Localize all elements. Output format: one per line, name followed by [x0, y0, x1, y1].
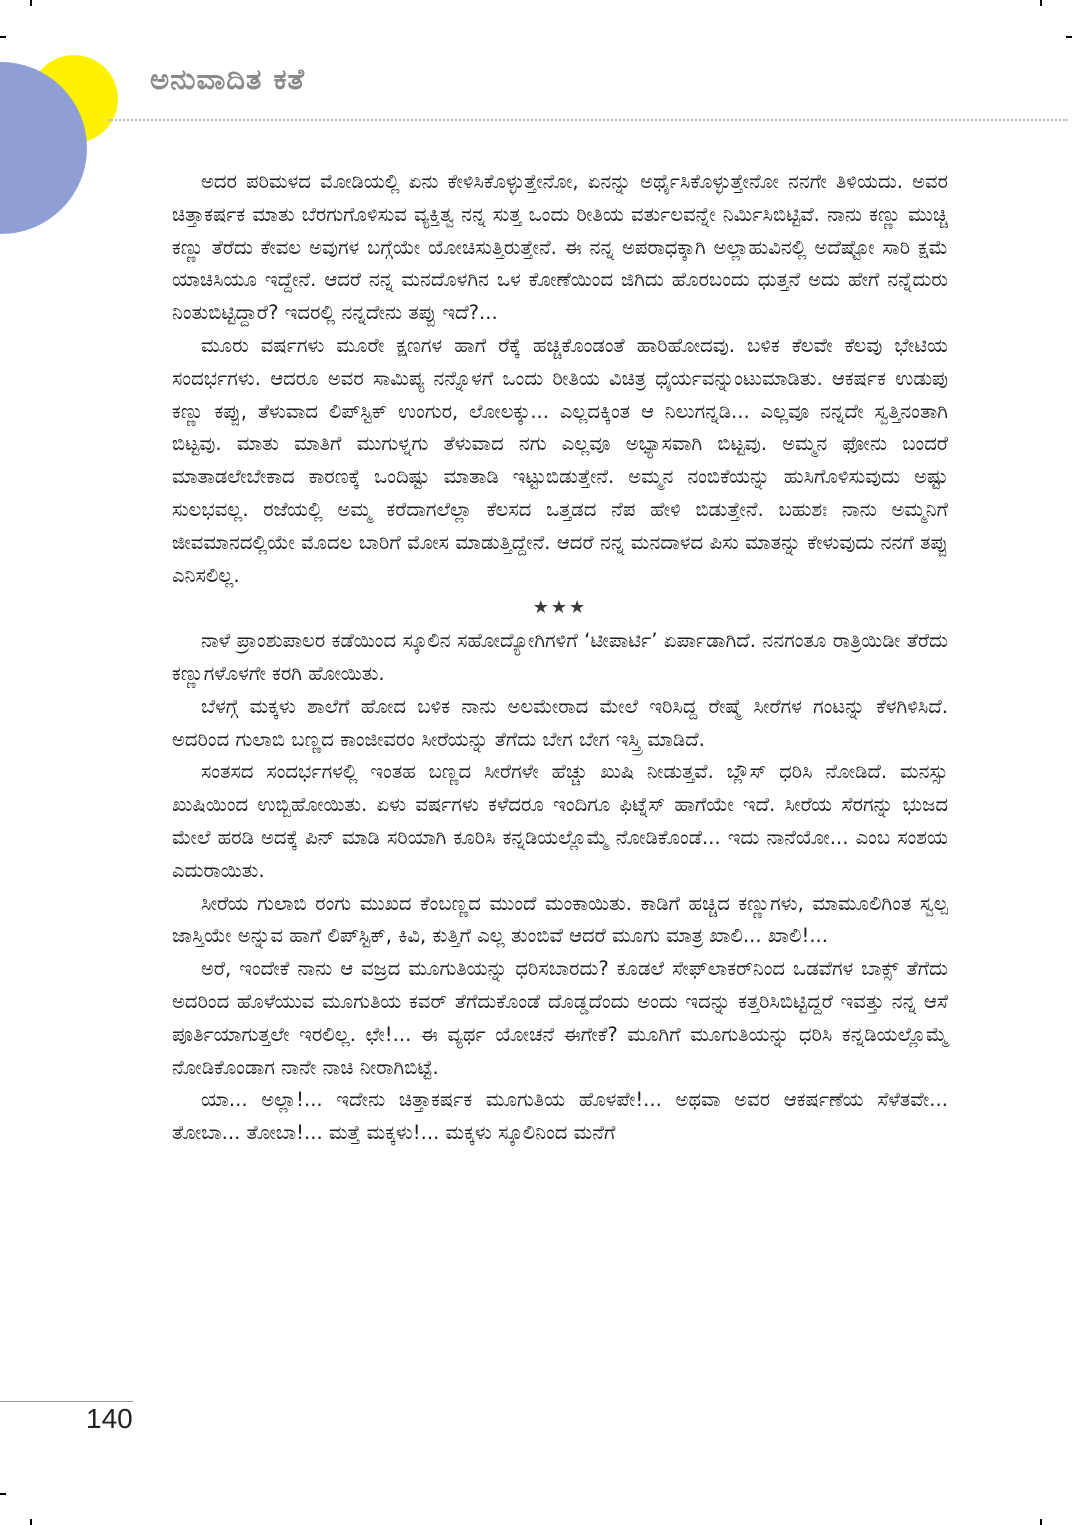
crop-mark-top-left: [0, 36, 6, 38]
paragraph: ನಾಳೆ ಪ್ರಾಂಶುಪಾಲರ ಕಡೆಯಿಂದ ಸ್ಕೂಲಿನ ಸಹೋದ್ಯೋಗಿಗಳಿಗೆ ‘ಟೀಪಾರ್ಟಿ’ ಏರ್ಪಾಡಾಗಿದೆ. ನನಗಂತೂ ರಾತ್ರಿಯಿಡೀ ತೆರೆದು ಕಣ್ಣುಗಳೊಳಗೇ ಕರಗಿ ಹೋಯಿತು.: [172, 629, 948, 685]
crop-mark-top-right-v: [1040, 0, 1042, 6]
paragraph: ಯಾ... ಅಲ್ಲಾ!... ಇದೇನು ಚಿತ್ತಾಕರ್ಷಕ ಮೂಗುತಿಯ ಹೊಳಪೇ!... ಅಥವಾ ಅವರ ಆಕರ್ಷಣೆಯ ಸೆಳೆತವೇ... ತೋಬಾ... ತೋಬಾ!... ಮತ್ತೆ ಮಕ್ಕಳು!... ಮಕ್ಕಳು ಸ್ಕೂಲಿನಿಂದ ಮನೆಗೆ: [172, 1088, 948, 1145]
paragraph: ಬೆಳಗ್ಗೆ ಮಕ್ಕಳು ಶಾಲೆಗೆ ಹೋದ ಬಳಿಕ ನಾನು ಅಲಮೇರಾದ ಮೇಲೆ ಇರಿಸಿದ್ದ ರೇಷ್ಮೆ ಸೀರೆಗಳ ಗಂಟನ್ನು ಕೆಳಗಿಳಿಸಿದೆ. ಅದರಿಂದ ಗುಲಾಬಿ ಬಣ್ಣದ ಕಾಂಜೀವರಂ ಸೀರೆಯನ್ನು ತೆಗೆದು ಬೇಗ ಬೇಗ ಇಸ್ತ್ರಿ ಮಾಡಿದೆ.: [172, 694, 948, 751]
paragraph: ಅರೆ, ಇಂದೇಕೆ ನಾನು ಆ ವಜ್ರದ ಮೂಗುತಿಯನ್ನು ಧರಿಸಬಾರದು? ಕೂಡಲೆ ಸೇಫ್‌ಲಾಕರ್‌ನಿಂದ ಒಡವೆಗಳ ಬಾಕ್ಸ್ ತೆಗೆದು ಅದರಿಂದ ಹೊಳೆಯುವ ಮೂಗುತಿಯ ಕವರ್ ತೆಗೆದುಕೊಂಡೆ ದೊಡ್ಡದೆಂದು ಅಂದು ಇದನ್ನು ಕತ್ತರಿಸಿಬಿಟ್ಟಿದ್ದರೆ ಇವತ್ತು ನನ್ನ ಆಸೆ ಪೂರ್ತಿಯಾಗುತ್ತಲೇ ಇರಲಿಲ್ಲ. ಛೇ!... ಈ ವ್ಯರ್ಥ ಯೋಚನೆ ಈಗೇಕೆ? ಮೂಗಿಗೆ ಮೂಗುತಿಯನ್ನು ಧರಿಸಿ ಕನ್ನಡಿಯಲ್ಲೊಮ್ಮೆ ನೋಡಿಕೊಂಡಾಗ ನಾನೇ ನಾಚಿ ನೀರಾಗಿಬಿಟ್ಟೆ.: [172, 957, 948, 1079]
paragraph: ಮೂರು ವರ್ಷಗಳು ಮೂರೇ ಕ್ಷಣಗಳ ಹಾಗೆ ರೆಕ್ಕೆ ಹಚ್ಚಿಕೊಂಡಂತೆ ಹಾರಿಹೋದವು. ಬಳಿಕ ಕೆಲವೇ ಕೆಲವು ಭೇಟಿಯ ಸಂದರ್ಭಗಳು. ಆದರೂ ಅವರ ಸಾಮಿಪ್ಯ ನನ್ನೊಳಗೆ ಒಂದು ರೀತಿಯ ವಿಚಿತ್ರ ಧೈರ್ಯವನ್ನುಂಟುಮಾಡಿತು. ಆಕರ್ಷಕ ಉಡುಪು ಕಣ್ಣು ಕಪ್ಪು, ತೆಳುವಾದ ಲಿಪ್‌ಸ್ಟಿಕ್ ಉಂಗುರ, ಲೋಲಕ್ಕು... ಎಲ್ಲದಕ್ಕಿಂತ ಆ ನಿಲುಗನ್ನಡಿ... ಎಲ್ಲವೂ ನನ್ನದೇ ಸ್ವತ್ತಿನಂತಾಗಿ ಬಿಟ್ಟವು. ಮಾತು ಮಾತಿಗೆ ಮುಗುಳ್ನಗು ತೆಳುವಾದ ನಗು ಎಲ್ಲವೂ ಅಭ್ಯಾಸವಾಗಿ ಬಿಟ್ಟವು. ಅಮ್ಮನ ಫೋನು ಬಂದರೆ ಮಾತಾಡಲೇಬೇಕಾದ ಕಾರಣಕ್ಕೆ ಒಂದಿಷ್ಟು ಮಾತಾಡಿ ಇಟ್ಟುಬಿಡುತ್ತೇನೆ. ಅಮ್ಮನ ನಂಬಿಕೆಯನ್ನು ಹುಸಿಗೊಳಿಸುವುದು ಅಷ್ಟು ಸುಲಭವಲ್ಲ. ರಜೆಯಲ್ಲಿ ಅಮ್ಮ ಕರೆದಾಗಲೆಲ್ಲಾ ಕೆಲಸದ ಒತ್ತಡದ ನೆಪ ಹೇಳಿ ಬಿಡುತ್ತೇನೆ. ಬಹುಶಃ ನಾನು ಅಮ್ಮನಿಗೆ ಜೀವಮಾನದಲ್ಲಿಯೇ ಮೊದಲ ಬಾರಿಗೆ ಮೋಸ ಮಾಡುತ್ತಿದ್ದೇನೆ. ಆದರೆ ನನ್ನ ಮನದಾಳದ ಪಿಸು ಮಾತನ್ನು ಕೇಳುವುದು ನನಗೆ ತಪ್ಪು ಎನಿಸಲಿಲ್ಲ.: [172, 333, 948, 587]
section-break: ★★★: [532, 597, 588, 619]
paragraph: ಸೀರೆಯ ಗುಲಾಬಿ ರಂಗು ಮುಖದ ಕೆಂಬಣ್ಣದ ಮುಂದೆ ಮಂಕಾಯಿತು. ಕಾಡಿಗೆ ಹಚ್ಚಿದ ಕಣ್ಣುಗಳು, ಮಾಮೂಲಿಗಿಂತ ಸ್ವಲ್ಪ ಜಾಸ್ತಿಯೇ ಅನ್ನುವ ಹಾಗೆ ಲಿಪ್‌ಸ್ಟಿಕ್, ಕಿವಿ, ಕುತ್ತಿಗೆ ಎಲ್ಲ ತುಂಬಿವೆ ಆದರೆ ಮೂಗು ಮಾತ್ರ ಖಾಲಿ... ಖಾಲಿ!...: [172, 891, 948, 948]
paragraph: ಅದರ ಪರಿಮಳದ ಮೋಡಿಯಲ್ಲಿ ಏನು ಕೇಳಿಸಿಕೊಳ್ಳುತ್ತೇನೋ, ಏನನ್ನು ಅರ್ಥೈಸಿಕೊಳ್ಳುತ್ತೇನೋ ನನಗೇ ತಿಳಿಯದು. ಅವರ ಚಿತ್ತಾಕರ್ಷಕ ಮಾತು ಬೆರಗುಗೊಳಿಸುವ ವ್ಯಕ್ತಿತ್ವ ನನ್ನ ಸುತ್ತ ಒಂದು ರೀತಿಯ ವರ್ತುಲವನ್ನೇ ನಿರ್ಮಿಸಿಬಿಟ್ಟಿವೆ. ನಾನು ಕಣ್ಣು ಮುಚ್ಚಿ ಕಣ್ಣು ತೆರೆದು ಕೇವಲ ಅವುಗಳ ಬಗ್ಗೆಯೇ ಯೋಚಿಸುತ್ತಿರುತ್ತೇನೆ. ಈ ನನ್ನ ಅಪರಾಧಕ್ಕಾಗಿ ಅಲ್ಲಾಹುವಿನಲ್ಲಿ ಅದೆಷ್ಟೋ ಸಾರಿ ಕ್ಷಮೆ ಯಾಚಿಸಿಯೂ ಇದ್ದೇನೆ. ಆದರೆ ನನ್ನ ಮನದೊಳಗಿನ ಒಳ ಕೋಣೆಯಿಂದ ಜಿಗಿದು ಹೊರಬಂದು ಧುತ್ತನೆ ಅದು ಹೇಗೆ ನನ್ನೆದುರು ನಿಂತುಬಿಟ್ಟಿದ್ದಾರೆ? ಇದರಲ್ಲಿ ನನ್ನದೇನು ತಪ್ಪು ಇದೆ?...: [172, 170, 948, 325]
crop-mark-top-right: [1066, 36, 1072, 38]
story-body: [172, 166, 948, 1150]
page-number: 140: [86, 1403, 133, 1434]
crop-mark-top-left-v: [30, 0, 32, 6]
section-title: ಅನುವಾದಿತ ಕತೆ: [150, 62, 306, 96]
footer-rule: [0, 1401, 133, 1402]
paragraph: ಸಂತಸದ ಸಂದರ್ಭಗಳಲ್ಲಿ ಇಂತಹ ಬಣ್ಣದ ಸೀರೆಗಳೇ ಹೆಚ್ಚು ಖುಷಿ ನೀಡುತ್ತವೆ. ಬ್ಲೌಸ್ ಧರಿಸಿ ನೋಡಿದೆ. ಮನಸ್ಸು ಖುಷಿಯಿಂದ ಉಬ್ಬಿಹೋಯಿತು. ಏಳು ವರ್ಷಗಳು ಕಳೆದರೂ ಇಂದಿಗೂ ಫಿಟ್ನೆಸ್ ಹಾಗೆಯೇ ಇದೆ. ಸೀರೆಯ ಸೆರಗನ್ನು ಭುಜದ ಮೇಲೆ ಹರಡಿ ಅದಕ್ಕೆ ಪಿನ್ ಮಾಡಿ ಸರಿಯಾಗಿ ಕೂರಿಸಿ ಕನ್ನಡಿಯಲ್ಲೊಮ್ಮೆ ನೋಡಿಕೊಂಡೆ... ಇದು ನಾನೆಯೋ... ಎಂಬ ಸಂಶಯ ಎದುರಾಯಿತು.: [172, 760, 948, 882]
header-dotted-rule: [108, 119, 1068, 121]
crop-mark-bottom-right-v: [1040, 1519, 1042, 1525]
crop-mark-bottom-left-v: [30, 1519, 32, 1525]
crop-mark-bottom-left: [0, 1493, 6, 1495]
